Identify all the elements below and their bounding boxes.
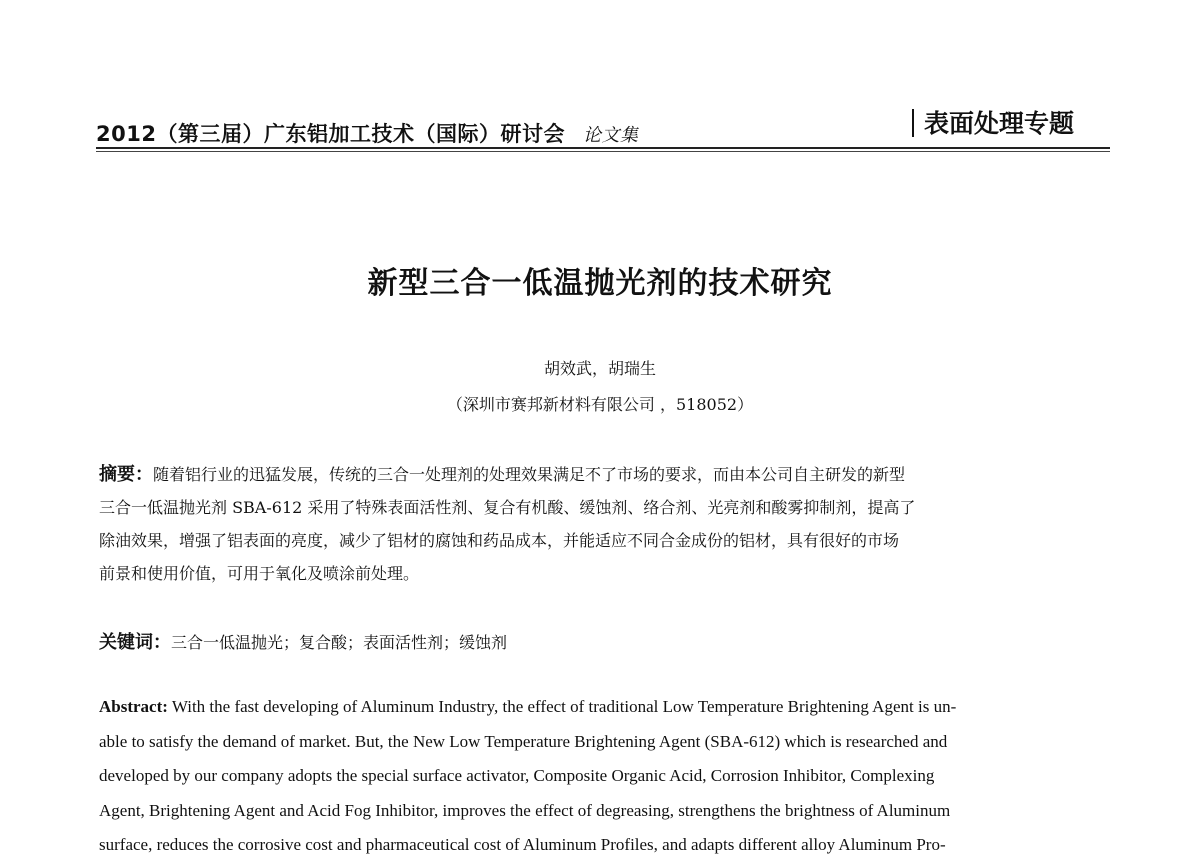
conference-name: 2012（第三届）广东铝加工技术（国际）研讨会 <box>96 122 565 146</box>
abstract-en-text: With the fast developing of Aluminum Industry, the effect of traditional Low Temperature Brightening Agent is un- <box>171 697 957 716</box>
abstract-cn-line: 前景和使用价值，可用于氧化及喷涂前处理。 <box>99 564 420 583</box>
abstract-cn-text: 随着铝行业的迅猛发展，传统的三合一处理剂的处理效果满足不了市场的要求，而由本公司自主研发的新型 <box>153 465 906 484</box>
series-name: 论文集 <box>582 125 639 146</box>
abstract-cn-line: 三合一低温抛光剂 SBA-612 采用了特殊表面活性剂、复合有机酸、缓蚀剂、络合剂、光亮剂和酸雾抑制剂，提高了 <box>99 498 916 517</box>
abstract-en-line <box>99 690 1113 725</box>
abstract-en-line: able to satisfy the demand of market. But, the New Low Temperature Brightening Agent (SBA-612) which is researched and <box>99 731 948 751</box>
abstract-en-label: Abstract: <box>99 697 168 716</box>
abstract-en-line: developed by our company adopts the special surface activator, Composite Organic Acid, Corrosion Inhibitor, Complexing <box>99 766 935 785</box>
abstract-en-line: surface, reduces the corrosive cost and pharmaceutical cost of Aluminum Profiles, and adapts different alloy Aluminum Pro- <box>99 835 946 854</box>
abstract-en-line: Agent, Brightening Agent and Acid Fog Inhibitor, improves the effect of degreasing, strengthens the brightness of Aluminum <box>99 800 951 820</box>
abstract-cn-line <box>99 458 1113 491</box>
section-label: 表面处理专题 <box>912 104 1074 140</box>
abstract-cn-label: 摘要： <box>99 464 153 485</box>
keywords-cn-text: 三合一低温抛光；复合酸；表面活性剂；缓蚀剂 <box>171 633 508 652</box>
paper-title: 新型三合一低温抛光剂的技术研究 <box>367 266 833 301</box>
header-rule <box>96 147 1110 152</box>
abstract-cn <box>99 458 1113 590</box>
keywords-cn-label: 关键词： <box>99 632 171 653</box>
keywords-cn <box>99 626 1113 659</box>
paper-authors: 胡效武，胡瑞生 <box>543 359 656 378</box>
abstract-en <box>99 690 1113 863</box>
paper-affiliation: （深圳市赛邦新材料有限公司 ，518052） <box>446 395 754 414</box>
running-header <box>96 118 638 148</box>
abstract-cn-line: 除油效果，增强了铝表面的亮度，减少了铝材的腐蚀和药品成本，并能适应不同合金成份的铝材，具有很好的市场 <box>99 531 900 550</box>
